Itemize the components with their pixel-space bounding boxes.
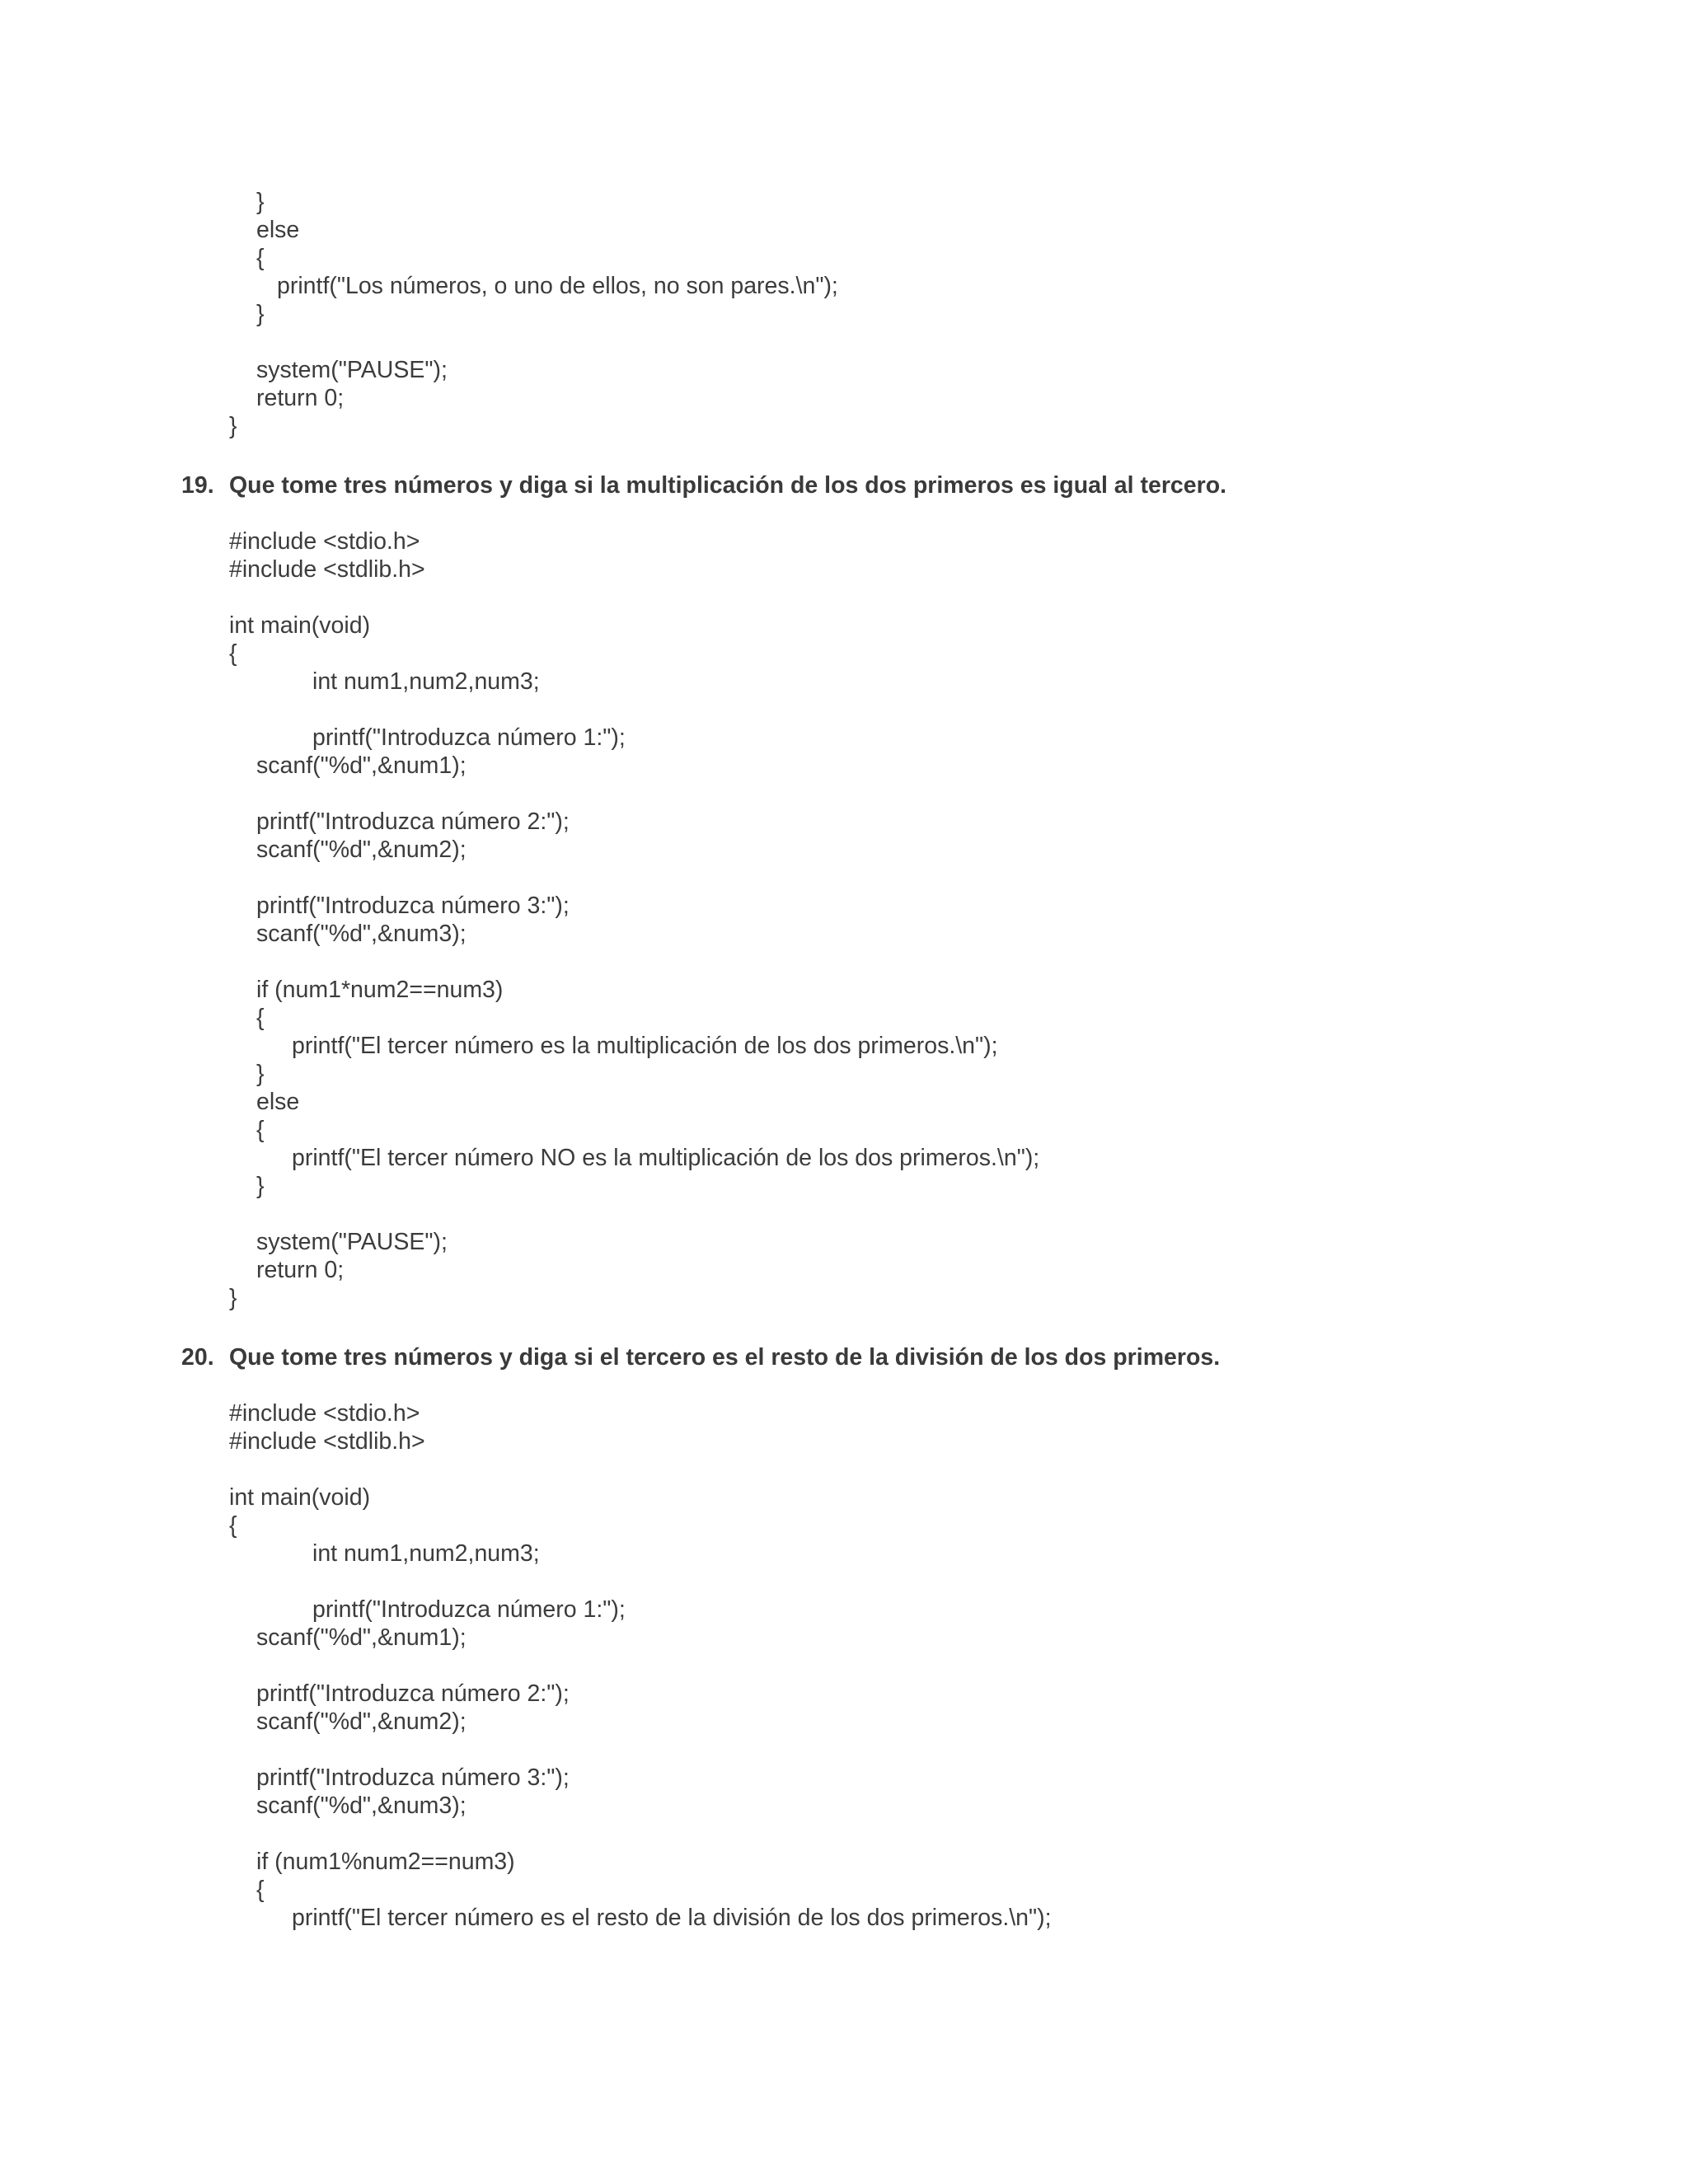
exercise-number: 19. bbox=[181, 472, 214, 499]
code-line: printf("Introduzca número 1:"); bbox=[312, 1596, 626, 1623]
code-line: } bbox=[229, 413, 237, 439]
exercise-title: Que tome tres números y diga si el tercero es el resto de la división de los dos primeros. bbox=[229, 1344, 1221, 1371]
code-line: scanf("%d",&num1); bbox=[256, 752, 467, 779]
code-line: system("PAUSE"); bbox=[256, 1229, 448, 1255]
code-line: scanf("%d",&num1); bbox=[256, 1624, 467, 1651]
code-line: int num1,num2,num3; bbox=[312, 668, 540, 695]
code-line: if (num1%num2==num3) bbox=[256, 1849, 515, 1875]
code-line: scanf("%d",&num2); bbox=[256, 837, 467, 863]
code-line: printf("Introduzca número 3:"); bbox=[256, 1765, 570, 1791]
code-line: printf("El tercer número NO es la multiplicación de los dos primeros.\n"); bbox=[292, 1145, 1040, 1171]
code-line: { bbox=[256, 1005, 265, 1031]
code-line: printf("Introduzca número 1:"); bbox=[312, 724, 626, 751]
code-line: int main(void) bbox=[229, 1484, 371, 1511]
code-line: return 0; bbox=[256, 1257, 345, 1283]
code-line: #include <stdio.h> bbox=[229, 528, 420, 555]
code-line: int num1,num2,num3; bbox=[312, 1540, 540, 1567]
code-line: } bbox=[229, 1285, 237, 1311]
code-line: return 0; bbox=[256, 385, 345, 411]
exercise-number: 20. bbox=[181, 1344, 214, 1371]
code-line: printf("Introduzca número 3:"); bbox=[256, 893, 570, 919]
code-line: } bbox=[256, 1061, 265, 1087]
code-line: else bbox=[256, 1089, 300, 1115]
code-line: { bbox=[256, 1877, 265, 1903]
code-line: int main(void) bbox=[229, 612, 371, 639]
code-line: printf("Los números, o uno de ellos, no son pares.\n"); bbox=[277, 273, 838, 299]
code-line: } bbox=[256, 301, 265, 327]
code-line: } bbox=[256, 1173, 265, 1199]
code-line: { bbox=[229, 1512, 237, 1539]
code-line: printf("El tercer número es el resto de la división de los dos primeros.\n"); bbox=[292, 1905, 1052, 1931]
code-line: scanf("%d",&num2); bbox=[256, 1708, 467, 1735]
code-line: #include <stdlib.h> bbox=[229, 1428, 425, 1455]
code-line: printf("El tercer número es la multiplicación de los dos primeros.\n"); bbox=[292, 1033, 998, 1059]
code-line: scanf("%d",&num3); bbox=[256, 921, 467, 947]
code-line: #include <stdio.h> bbox=[229, 1400, 420, 1427]
code-line: { bbox=[256, 245, 265, 271]
code-line: { bbox=[256, 1117, 265, 1143]
code-line: printf("Introduzca número 2:"); bbox=[256, 1680, 570, 1707]
code-line: scanf("%d",&num3); bbox=[256, 1793, 467, 1819]
code-line: system("PAUSE"); bbox=[256, 357, 448, 383]
code-line: } bbox=[256, 189, 265, 215]
code-line: else bbox=[256, 217, 300, 243]
code-line: if (num1*num2==num3) bbox=[256, 977, 504, 1003]
code-line: #include <stdlib.h> bbox=[229, 556, 425, 583]
exercise-title: Que tome tres números y diga si la multiplicación de los dos primeros es igual al tercero. bbox=[229, 472, 1227, 499]
code-line: printf("Introduzca número 2:"); bbox=[256, 808, 570, 835]
code-line: { bbox=[229, 640, 237, 667]
